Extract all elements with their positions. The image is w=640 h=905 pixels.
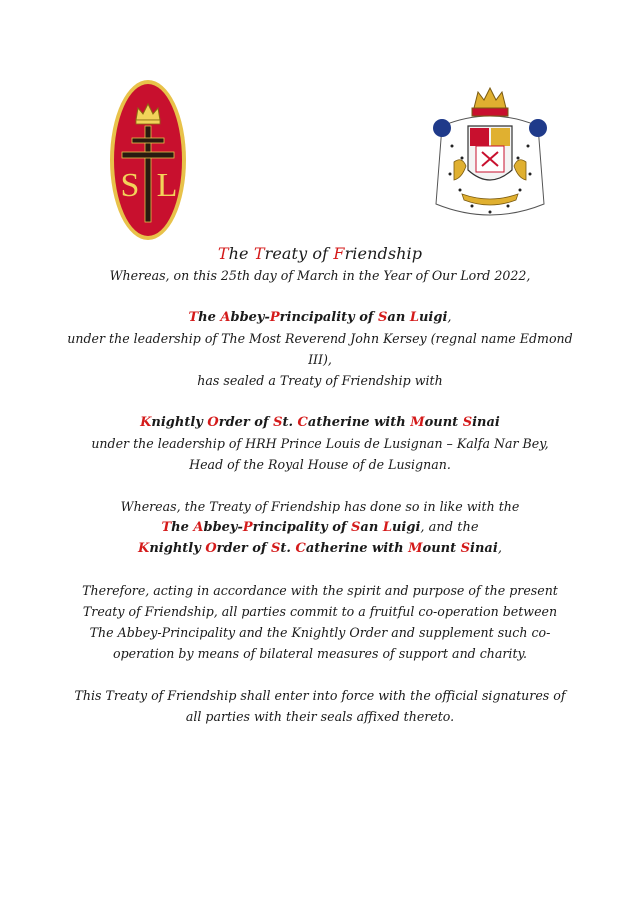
party2-initial: M	[410, 415, 425, 430]
title-text: reaty of	[264, 244, 334, 263]
party2-initial: S	[271, 541, 281, 556]
party2-text: nightly	[149, 541, 206, 556]
and-connector: , and the	[420, 520, 479, 535]
party2-initial: K	[140, 415, 152, 430]
svg-text:L: L	[156, 167, 178, 204]
party1-text: rincipality of	[279, 310, 379, 325]
party2-text: inai	[472, 415, 500, 430]
party1-leader-line: under the leadership of The Most Reverend John Kersey (regnal name Edmond III),	[67, 331, 573, 367]
party1-text: bbey-	[203, 520, 243, 535]
party1-initial: T	[161, 520, 172, 535]
party2-text: t.	[280, 541, 296, 556]
svg-text:S: S	[120, 167, 140, 204]
party1-initial: A	[193, 520, 204, 535]
party2-house-line: Head of the Royal House of de Lusignan.	[189, 457, 451, 472]
party2-text: rder of	[216, 541, 272, 556]
party2-leader-line: under the leadership of HRH Prince Louis de Lusignan – Kalfa Nar Bey,	[91, 436, 549, 451]
party2-name-repeat	[60, 538, 580, 559]
party2-text: ount	[424, 415, 463, 430]
party2-initial: S	[462, 415, 473, 430]
party2-text: ount	[422, 541, 461, 556]
party2-text: t.	[282, 415, 298, 430]
closing-paragraph: This Treaty of Friendship shall enter into force with the official signatures of all parties with their seals affixed thereto.	[74, 688, 566, 724]
party1-action-line: has sealed a Treaty of Friendship with	[197, 373, 443, 388]
party1-text: he	[171, 520, 194, 535]
intro-line: Whereas, on this 25th day of March in the Year of Our Lord 2022,	[109, 268, 531, 283]
party2-initial: M	[408, 541, 423, 556]
party1-initial: L	[409, 310, 419, 325]
title-initial: T	[217, 244, 229, 263]
party1-text: he	[198, 310, 221, 325]
party2-text: nightly	[151, 415, 208, 430]
party1-name-repeat	[60, 517, 580, 538]
party1-initial: P	[269, 310, 280, 325]
party2-text: atherine with	[307, 415, 411, 430]
party2-initial: S	[273, 415, 283, 430]
party2-text: inai	[470, 541, 498, 556]
whereas2-line: Whereas, the Treaty of Friendship has done so in like with the	[120, 499, 520, 514]
party1-suffix: ,	[447, 310, 452, 325]
party2-initial: S	[460, 541, 471, 556]
party2-name	[60, 412, 580, 433]
lusignan-coat-of-arms-icon	[432, 86, 548, 226]
party1-initial: L	[382, 520, 392, 535]
document-title	[60, 244, 580, 263]
party2-initial: K	[138, 541, 150, 556]
party1-initial: P	[242, 520, 253, 535]
party1-initial: A	[220, 310, 231, 325]
party2-initial: C	[295, 541, 306, 556]
party2-initial: C	[297, 415, 308, 430]
party1-initial: S	[378, 310, 388, 325]
party2-suffix: ,	[497, 541, 502, 556]
title-text: riendship	[344, 244, 423, 263]
therefore-paragraph: Therefore, acting in accordance with the spirit and purpose of the present Treaty of Friendship, all parties commit to a fruitful co-operation between The Abbey-Principality and the Knightly Order and supplement such co-operation by means of bilateral measures of support and charity.	[82, 583, 558, 661]
party2-text: atherine with	[305, 541, 409, 556]
party1-text: uigi	[418, 310, 448, 325]
party1-text: an	[360, 520, 383, 535]
party1-text: rincipality of	[252, 520, 352, 535]
party1-initial: T	[188, 310, 199, 325]
party2-initial: O	[205, 541, 217, 556]
party2-initial: O	[207, 415, 219, 430]
title-initial: F	[333, 244, 345, 263]
party1-name	[60, 307, 580, 328]
title-text: he	[228, 244, 254, 263]
abbey-principality-seal-icon	[108, 78, 188, 242]
party1-initial: S	[351, 520, 361, 535]
party2-text: rder of	[218, 415, 274, 430]
treaty-document	[60, 244, 580, 727]
party1-text: an	[387, 310, 410, 325]
party1-text: bbey-	[230, 310, 270, 325]
party1-text: uigi	[391, 520, 421, 535]
title-initial: T	[253, 244, 265, 263]
